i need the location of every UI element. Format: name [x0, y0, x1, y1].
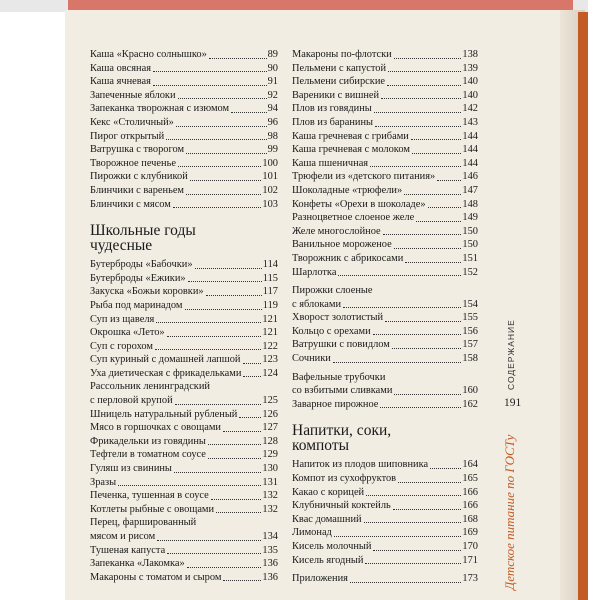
section-heading-line: Школьные годы: [90, 222, 196, 240]
toc-entry[interactable]: [90, 102, 278, 116]
toc-entry-title: Запеканка «Лакомка»: [90, 558, 185, 570]
dot-leader: [153, 71, 267, 72]
toc-entry-title: Каша гречневая с грибами: [292, 130, 409, 142]
toc-entry-title-line2: мясом и рисом: [90, 531, 156, 542]
toc-entry-page: 128: [262, 435, 278, 447]
toc-entry-page: 130: [262, 463, 278, 475]
toc-entry-title: Запеченные яблоки: [90, 89, 176, 101]
toc-entry-title: Шницель натуральный рубленый: [90, 408, 238, 420]
toc-entry-page: 150: [462, 225, 478, 237]
dot-leader: [155, 349, 261, 350]
toc-entry[interactable]: [90, 313, 278, 327]
right-margin-strip: [588, 0, 600, 600]
toc-entry[interactable]: [90, 272, 278, 286]
toc-entry[interactable]: [292, 352, 478, 366]
toc-entry-title: Плов из баранины: [292, 116, 374, 128]
toc-entry-page: 123: [262, 354, 278, 366]
toc-entry-page: 166: [462, 500, 478, 512]
toc-entry-title: Конфеты «Орехи в шоколаде»: [292, 198, 426, 210]
toc-entry-page: 144: [462, 144, 478, 156]
toc-entry-page: 147: [462, 184, 478, 196]
dot-leader: [174, 472, 261, 473]
section-heading-line: Напитки, соки,: [292, 422, 392, 440]
toc-right-column: [292, 48, 478, 586]
toc-entry[interactable]: [90, 299, 278, 313]
dot-leader: [373, 334, 462, 335]
dot-leader: [430, 468, 461, 469]
dot-leader: [173, 207, 262, 208]
toc-entry-page: 169: [462, 527, 478, 539]
dot-leader: [166, 139, 266, 140]
toc-entry[interactable]: [90, 75, 278, 89]
toc-entry-title: Плов из говядины: [292, 103, 372, 115]
dot-leader: [209, 58, 267, 59]
toc-entry-page: 155: [462, 312, 478, 324]
toc-entry[interactable]: [90, 421, 278, 435]
toc-entry[interactable]: [90, 489, 278, 503]
section-heading-school: [90, 223, 278, 253]
toc-entry-page: 173: [462, 573, 478, 585]
toc-entry-title-line1: Перец, фаршированный: [90, 517, 197, 529]
toc-entry-title: Тушеная капуста: [90, 544, 166, 556]
toc-entry-title: Каша гречневая с молоком: [292, 144, 410, 156]
toc-entry-page: 131: [262, 476, 278, 488]
toc-entry-page: 150: [462, 239, 478, 251]
toc-entry[interactable]: [90, 62, 278, 76]
toc-entry-page: 154: [462, 298, 478, 310]
dot-leader: [394, 248, 462, 249]
dot-leader: [216, 512, 261, 513]
toc-entry-title: Бутерброды «Бабочки»: [90, 259, 193, 271]
dot-leader: [157, 540, 261, 541]
toc-entry-page: 125: [262, 395, 278, 407]
toc-entry[interactable]: [292, 198, 478, 212]
dot-leader: [428, 207, 462, 208]
dot-leader: [231, 112, 267, 113]
dot-leader: [178, 166, 261, 167]
toc-entry[interactable]: [292, 62, 478, 76]
toc-entry[interactable]: [292, 252, 478, 266]
dot-leader: [167, 336, 262, 337]
toc-entry-page: 158: [462, 353, 478, 365]
section-heading-line: компоты: [292, 437, 350, 455]
section-heading-line: чудесные: [90, 237, 153, 255]
dot-leader: [375, 126, 461, 127]
toc-entry-title: Творожник с абрикосами: [292, 252, 404, 264]
toc-entry-title: Разноцветное слоеное желе: [292, 212, 415, 224]
dot-leader: [383, 234, 462, 235]
toc-entry[interactable]: [292, 157, 478, 171]
toc-entry-title: Блинчики с вареньем: [90, 184, 185, 196]
toc-entry-page: 140: [462, 76, 478, 88]
toc-entry-page: 127: [262, 422, 278, 434]
toc-entry-title: Заварное пирожное: [292, 398, 379, 410]
toc-entry-title: Пельмени сибирские: [292, 76, 385, 88]
toc-entry[interactable]: [90, 503, 278, 517]
dot-leader: [188, 281, 262, 282]
dot-leader: [373, 550, 461, 551]
dot-leader: [211, 499, 262, 500]
toc-entry-title: Каша пшеничная: [292, 157, 369, 169]
dot-leader: [178, 98, 267, 99]
toc-entry-title-line2: с перловой крупой: [90, 395, 173, 407]
toc-entry[interactable]: [90, 258, 278, 272]
toc-entry-title: Запеканка творожная с изюмом: [90, 103, 230, 115]
toc-group-b: [292, 311, 478, 365]
dot-leader: [416, 221, 461, 222]
toc-entry-page: 91: [267, 76, 278, 88]
toc-entry-title: Бутерброды «Ежики»: [90, 272, 186, 284]
dot-leader: [208, 458, 262, 459]
toc-entry[interactable]: [90, 462, 278, 476]
toc-entry-page: 136: [262, 558, 278, 570]
toc-entry-title: Пельмени с капустой: [292, 62, 387, 74]
toc-entry-page: 114: [262, 259, 278, 271]
toc-entry-title: Клубничный коктейль: [292, 500, 391, 512]
toc-entry-title-line1: Пирожки слоеные: [292, 285, 373, 297]
toc-entry-page: 101: [262, 171, 278, 183]
dot-leader: [393, 509, 462, 510]
toc-entry-page: 162: [462, 398, 478, 410]
dot-leader: [223, 431, 261, 432]
toc-entry-page: 102: [262, 184, 278, 196]
toc-entry-page: 129: [262, 449, 278, 461]
toc-entry-title: Квас домашний: [292, 513, 362, 525]
dot-leader: [412, 153, 462, 154]
toc-entry-title-line2: с яблоками: [292, 298, 342, 310]
toc-entry[interactable]: [90, 184, 278, 198]
toc-entry[interactable]: [292, 170, 478, 184]
dot-leader: [365, 563, 461, 564]
toc-entry[interactable]: [292, 458, 478, 472]
top-color-band: [68, 0, 573, 10]
toc-entry-multiline[interactable]: [292, 284, 478, 311]
toc-entry[interactable]: [90, 571, 278, 585]
dot-leader: [206, 295, 262, 296]
toc-entry-page: 168: [462, 513, 478, 525]
toc-entry-page: 165: [462, 473, 478, 485]
toc-entry[interactable]: [90, 367, 278, 381]
toc-entry-page: 121: [262, 313, 278, 325]
dot-leader: [370, 166, 461, 167]
toc-entry-page: 135: [262, 544, 278, 556]
toc-entry-page: 94: [267, 103, 278, 115]
toc-entry-page: 143: [462, 116, 478, 128]
toc-entry-title: Вареники с вишней: [292, 89, 380, 101]
toc-entry[interactable]: [292, 238, 478, 252]
toc-entry-title: Шоколадные «трюфели»: [292, 184, 403, 196]
dot-leader: [437, 180, 461, 181]
toc-entry-title: Блинчики с мясом: [90, 198, 171, 210]
toc-entry-page: 132: [262, 490, 278, 502]
toc-entry-page: 148: [462, 198, 478, 210]
toc-entry-page: 126: [262, 408, 278, 420]
dot-leader: [374, 112, 462, 113]
toc-entry-title: Кисель молочный: [292, 541, 372, 552]
toc-entry[interactable]: [90, 116, 278, 130]
toc-entry[interactable]: [90, 130, 278, 144]
toc-entry[interactable]: [292, 225, 478, 239]
toc-entry-title: Уха диетическая с фрикадельками: [90, 367, 242, 379]
toc-left-column: [90, 48, 278, 584]
toc-entry[interactable]: [292, 311, 478, 325]
toc-entry-page: 99: [267, 144, 278, 156]
toc-entry-title: Тефтели в томатном соусе: [90, 449, 206, 461]
toc-entry[interactable]: [292, 513, 478, 527]
toc-entry-title-line2: со взбитыми сливками: [292, 385, 393, 397]
dot-leader: [243, 376, 261, 377]
toc-entry-page: 134: [262, 531, 278, 542]
toc-entry-page: 170: [462, 541, 478, 552]
toc-entry[interactable]: [90, 170, 278, 184]
running-head: [506, 260, 520, 390]
toc-entry-page: 98: [267, 130, 278, 142]
dot-leader: [343, 307, 461, 308]
toc-entry-page: 140: [462, 89, 478, 101]
toc-entry[interactable]: [90, 435, 278, 449]
toc-entry-title: Творожное печенье: [90, 157, 176, 169]
toc-entry[interactable]: [292, 102, 478, 116]
toc-entry-title: Кольцо с орехами: [292, 325, 371, 337]
toc-entry-page: 152: [462, 266, 478, 278]
toc-entry-page: 146: [462, 171, 478, 183]
toc-entry-title: Окрошка «Лето»: [90, 327, 165, 339]
dot-leader: [243, 363, 262, 364]
toc-entry-title: Ватрушки с повидлом: [292, 339, 390, 351]
toc-entry-title: Кекс «Столичный»: [90, 116, 174, 128]
dot-leader: [175, 404, 262, 405]
toc-entry-multiline[interactable]: [90, 380, 278, 407]
toc-entry-multiline[interactable]: [292, 371, 478, 398]
toc-entry-title: Зразы: [90, 476, 117, 488]
toc-entry-title: Суп из щавеля: [90, 313, 155, 325]
toc-entry-title: Суп с горохом: [90, 340, 153, 352]
dot-leader: [411, 139, 462, 140]
dot-leader: [186, 194, 261, 195]
dot-leader: [334, 536, 462, 537]
toc-entry-title: Приложения: [292, 573, 348, 585]
dot-leader: [156, 322, 261, 323]
running-foot: [502, 420, 522, 590]
dot-leader: [186, 153, 267, 154]
dot-leader: [394, 58, 462, 59]
toc-entry[interactable]: [292, 143, 478, 157]
toc-entry-page: 156: [462, 325, 478, 337]
toc-entry-page: 132: [262, 503, 278, 515]
toc-group-a: [292, 48, 478, 279]
toc-entry-title: Лимонад: [292, 527, 332, 539]
toc-entry[interactable]: [292, 540, 478, 554]
section-heading-drinks: [292, 423, 478, 453]
toc-entry[interactable]: [90, 353, 278, 367]
toc-entry[interactable]: [90, 285, 278, 299]
toc-entry[interactable]: [292, 75, 478, 89]
dot-leader: [392, 348, 462, 349]
toc-entry-title-line1: Рассольник ленинградский: [90, 381, 210, 393]
dot-leader: [366, 495, 461, 496]
toc-entry-page: 121: [262, 327, 278, 339]
toc-entry[interactable]: [90, 198, 278, 212]
dot-leader: [190, 180, 262, 181]
toc-entry[interactable]: [90, 544, 278, 558]
toc-entry[interactable]: [292, 398, 478, 412]
toc-entry-title: Суп куриный с домашней лапшой: [90, 354, 241, 366]
toc-entry-title: Напиток из плодов шиповника: [292, 459, 429, 471]
toc-entry[interactable]: [292, 486, 478, 500]
dot-leader: [223, 580, 261, 581]
toc-entry-page: 96: [267, 116, 278, 128]
toc-entry-title: Котлеты рыбные с овощами: [90, 503, 215, 515]
toc-group-c: [292, 398, 478, 412]
toc-entry[interactable]: [292, 499, 478, 513]
dot-leader: [195, 268, 262, 269]
toc-entry[interactable]: [90, 157, 278, 171]
dot-leader: [404, 194, 461, 195]
book-title: Детское питание по ГОСТу: [502, 434, 517, 590]
toc-entry[interactable]: [292, 325, 478, 339]
toc-entry[interactable]: [90, 48, 278, 62]
toc-entry[interactable]: [292, 48, 478, 62]
toc-entry-title: Каша ячневая: [90, 76, 151, 88]
toc-entry-title: Желе многослойное: [292, 225, 381, 237]
section-label: СОДЕРЖАНИЕ: [506, 319, 516, 390]
toc-entry-page: 117: [262, 286, 278, 298]
toc-entry-title: Хворост золотистый: [292, 312, 384, 324]
toc-entry-page: 157: [462, 339, 478, 351]
toc-entry-title: Компот из сухофруктов: [292, 473, 397, 485]
toc-entry[interactable]: [292, 266, 478, 280]
toc-group-school: [90, 258, 278, 380]
toc-group-school-3: [90, 544, 278, 585]
toc-entry-page: 164: [462, 459, 478, 471]
toc-entry-title: Каша «Красно солнышко»: [90, 49, 207, 60]
toc-entry[interactable]: [292, 89, 478, 103]
toc-entry-page: 100: [262, 157, 278, 169]
toc-entry-page: 124: [262, 367, 278, 379]
toc-entry-page: 115: [262, 272, 278, 284]
toc-entry[interactable]: [292, 116, 478, 130]
dot-leader: [387, 85, 461, 86]
dot-leader: [338, 275, 461, 276]
toc-entry-title: Пирожки с клубникой: [90, 171, 188, 183]
toc-entry[interactable]: [90, 408, 278, 422]
toc-entry-page: 149: [462, 212, 478, 224]
toc-entry[interactable]: [90, 89, 278, 103]
dot-leader: [381, 98, 461, 99]
dot-leader: [405, 262, 461, 263]
toc-entry-title: Мясо в горшочках с овощами: [90, 422, 221, 434]
toc-entry[interactable]: [292, 211, 478, 225]
toc-entry[interactable]: [90, 557, 278, 571]
toc-entry[interactable]: [292, 472, 478, 486]
dot-leader: [187, 567, 262, 568]
toc-entry-page: 139: [462, 62, 478, 74]
dot-leader: [239, 417, 261, 418]
toc-entry-page: 138: [462, 49, 478, 60]
toc-group-top: [90, 48, 278, 211]
toc-entry[interactable]: [292, 184, 478, 198]
dot-leader: [394, 394, 461, 395]
toc-group-drinks: [292, 458, 478, 567]
toc-entry-title: Фрикадельки из говядины: [90, 435, 206, 447]
toc-entry-appendix[interactable]: [292, 572, 478, 586]
toc-entry-page: 144: [462, 157, 478, 169]
toc-entry[interactable]: [292, 130, 478, 144]
toc-entry-title: Гуляш из свинины: [90, 463, 172, 475]
toc-entry-title: Кисель ягодный: [292, 554, 364, 566]
toc-entry[interactable]: [90, 143, 278, 157]
dot-leader: [208, 444, 262, 445]
toc-entry[interactable]: [90, 448, 278, 462]
toc-entry-page: 142: [462, 103, 478, 115]
toc-entry-page: 136: [262, 571, 278, 583]
spine-color-bar: [578, 12, 588, 600]
dot-leader: [118, 485, 261, 486]
dot-leader: [364, 522, 462, 523]
toc-entry[interactable]: [292, 338, 478, 352]
dot-leader: [398, 482, 461, 483]
dot-leader: [385, 321, 461, 322]
toc-entry-multiline[interactable]: [90, 516, 278, 543]
dot-leader: [167, 553, 261, 554]
dot-leader: [380, 407, 461, 408]
dot-leader: [333, 362, 462, 363]
toc-entry-title: Закуска «Божьи коровки»: [90, 286, 204, 298]
toc-entry-page: 171: [462, 554, 478, 566]
toc-entry-title: Пирог открытый: [90, 130, 165, 142]
toc-entry-title: Ванильное мороженое: [292, 239, 392, 251]
toc-entry-page: 103: [262, 198, 278, 210]
toc-entry-page: 92: [267, 89, 278, 101]
toc-entry[interactable]: [90, 326, 278, 340]
dot-leader: [153, 85, 267, 86]
toc-group-school-2: [90, 408, 278, 517]
toc-entry-page: 151: [462, 252, 478, 264]
toc-entry[interactable]: [292, 526, 478, 540]
toc-entry-title: Каша овсяная: [90, 62, 151, 74]
toc-entry-page: 160: [462, 385, 478, 397]
dot-leader: [350, 582, 461, 583]
toc-entry[interactable]: [90, 340, 278, 354]
toc-entry-page: 89: [267, 49, 278, 60]
toc-entry-title: Ватрушка с творогом: [90, 144, 185, 156]
toc-entry-page: 166: [462, 486, 478, 498]
dot-leader: [185, 309, 262, 310]
toc-entry-page: 144: [462, 130, 478, 142]
toc-entry-page: 90: [267, 62, 278, 74]
toc-entry-title-line1: Вафельные трубочки: [292, 371, 386, 383]
dot-leader: [388, 71, 461, 72]
toc-entry-title: Рыба под маринадом: [90, 299, 183, 311]
toc-entry-title: Макароны с томатом и сыром: [90, 571, 222, 583]
toc-entry-title: Какао с корицей: [292, 486, 365, 498]
toc-entry[interactable]: [90, 476, 278, 490]
dot-leader: [176, 126, 267, 127]
toc-entry-title: Макароны по-флотски: [292, 49, 392, 60]
toc-entry-page: 119: [262, 299, 278, 311]
toc-entry-page: 122: [262, 340, 278, 352]
toc-entry-title: Трюфели из «детского питания»: [292, 171, 436, 183]
toc-entry-title: Сочники: [292, 353, 331, 365]
page-number: 191: [504, 397, 522, 409]
toc-entry-title: Шарлотка: [292, 266, 337, 278]
toc-entry[interactable]: [292, 554, 478, 568]
toc-entry-title: Печенка, тушенная в соусе: [90, 490, 209, 502]
